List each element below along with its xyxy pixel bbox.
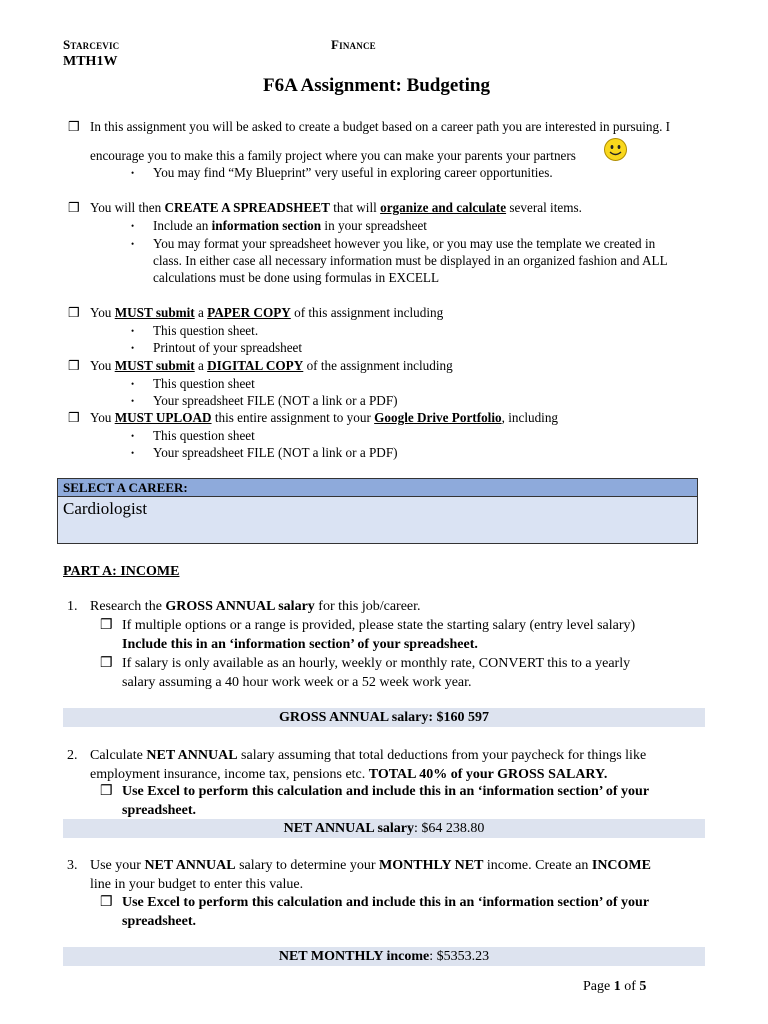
net-annual-answer: NET ANNUAL salary: $64 238.80 (63, 819, 705, 838)
paper-copy-line: You MUST submit a PAPER COPY of this assignment including (90, 305, 444, 320)
q1-number: 1. (67, 599, 78, 614)
spreadsheet-line: You will then CREATE A SPREADSHEET that will organize and calculate several items. (90, 200, 582, 215)
q2-text-line-1: Calculate NET ANNUAL salary assuming that total deductions from your paycheck for things like (90, 748, 647, 763)
intro-line-2: encourage you to make this a family project where you can make your parents your partners (90, 148, 576, 163)
checkbox-icon: ❒ (68, 119, 80, 134)
q2-number: 2. (67, 748, 78, 763)
bullet-icon: • (131, 343, 135, 353)
bullet-icon: • (131, 448, 135, 458)
upload-bullet-2: Your spreadsheet FILE (NOT a link or a PDF) (153, 445, 398, 460)
bullet-icon: • (131, 239, 135, 249)
checkbox-icon: ❒ (68, 410, 80, 425)
q1-criterion-2-line-2: salary assuming a 40 hour work week or a 52 week work year. (122, 675, 472, 690)
subject-name: Finance (331, 37, 376, 52)
q3-criterion-line-1: Use Excel to perform this calculation and include this in an ‘information section’ of your (122, 895, 650, 910)
upload-bullet-1: This question sheet (153, 428, 255, 443)
checkbox-icon: ❒ (100, 784, 113, 799)
bullet-icon: • (131, 396, 135, 406)
spreadsheet-bullet-2-line-2: class. In either case all necessary information must be displayed in an organized fashion and ALL (153, 253, 668, 268)
author-name: Starcevic (63, 37, 120, 52)
checkbox-icon: ❒ (100, 618, 113, 633)
paper-copy-bullet-2: Printout of your spreadsheet (153, 340, 303, 355)
course-code: MTH1W (63, 54, 118, 69)
digital-copy-bullet-2: Your spreadsheet FILE (NOT a link or a PDF) (153, 393, 398, 408)
q1-text: Research the GROSS ANNUAL salary for this job/career. (90, 599, 421, 614)
page-number: Page 1 of 5 (583, 979, 647, 994)
q3-criterion-line-2: spreadsheet. (122, 914, 197, 929)
digital-copy-line: You MUST submit a DIGITAL COPY of the assignment including (90, 358, 453, 373)
q1-criterion-1-line-1: If multiple options or a range is provided, please state the starting salary (entry level salary) (122, 618, 636, 633)
intro-bullet-1: You may find “My Blueprint” very useful in exploring career opportunities. (153, 165, 553, 180)
net-monthly-answer: NET MONTHLY income: $5353.23 (63, 947, 705, 966)
spreadsheet-bullet-2-line-1: You may format your spreadsheet however you like, or you may use the template we created in (153, 236, 656, 251)
smiley-icon (603, 137, 628, 162)
page-title: F6A Assignment: Budgeting (263, 75, 490, 96)
q2-criterion-line-2: spreadsheet. (122, 803, 197, 818)
checkbox-icon: ❒ (100, 656, 113, 671)
bullet-icon: • (131, 221, 135, 231)
paper-copy-bullet-1: This question sheet. (153, 323, 259, 338)
spreadsheet-bullet-2-line-3: calculations must be done using formulas in EXCELL (153, 270, 440, 285)
career-box (57, 478, 698, 544)
q2-criterion-line-1: Use Excel to perform this calculation and include this in an ‘information section’ of your (122, 784, 650, 799)
checkbox-icon: ❒ (100, 895, 113, 910)
bullet-icon: • (131, 379, 135, 389)
checkbox-icon: ❒ (68, 358, 80, 373)
bullet-icon: • (131, 168, 135, 178)
bullet-icon: • (131, 326, 135, 336)
part-a-heading: PART A: INCOME (63, 564, 180, 579)
career-box-header: SELECT A CAREER: (58, 479, 697, 497)
intro-line-1: In this assignment you will be asked to create a budget based on a career path you are interested in pursuing. I (90, 119, 671, 134)
q1-criterion-1-line-2: Include this in an ‘information section’ of your spreadsheet. (122, 637, 478, 652)
digital-copy-bullet-1: This question sheet (153, 376, 255, 391)
checkbox-icon: ❒ (68, 305, 80, 320)
career-value: Cardiologist (58, 497, 697, 543)
q3-text-line-1: Use your NET ANNUAL salary to determine your MONTHLY NET income. Create an INCOME (90, 858, 651, 873)
q1-criterion-2-line-1: If salary is only available as an hourly, weekly or monthly rate, CONVERT this to a yearly (122, 656, 631, 671)
spreadsheet-bullet-1: Include an information section in your spreadsheet (153, 218, 427, 233)
q2-text-line-2: employment insurance, income tax, pensions etc. TOTAL 40% of your GROSS SALARY. (90, 767, 608, 782)
gross-annual-answer: GROSS ANNUAL salary: $160 597 (63, 708, 705, 727)
bullet-icon: • (131, 431, 135, 441)
checkbox-icon: ❒ (68, 200, 80, 215)
q3-text-line-2: line in your budget to enter this value. (90, 877, 304, 892)
upload-line: You MUST UPLOAD this entire assignment to your Google Drive Portfolio, including (90, 410, 559, 425)
q3-number: 3. (67, 858, 78, 873)
